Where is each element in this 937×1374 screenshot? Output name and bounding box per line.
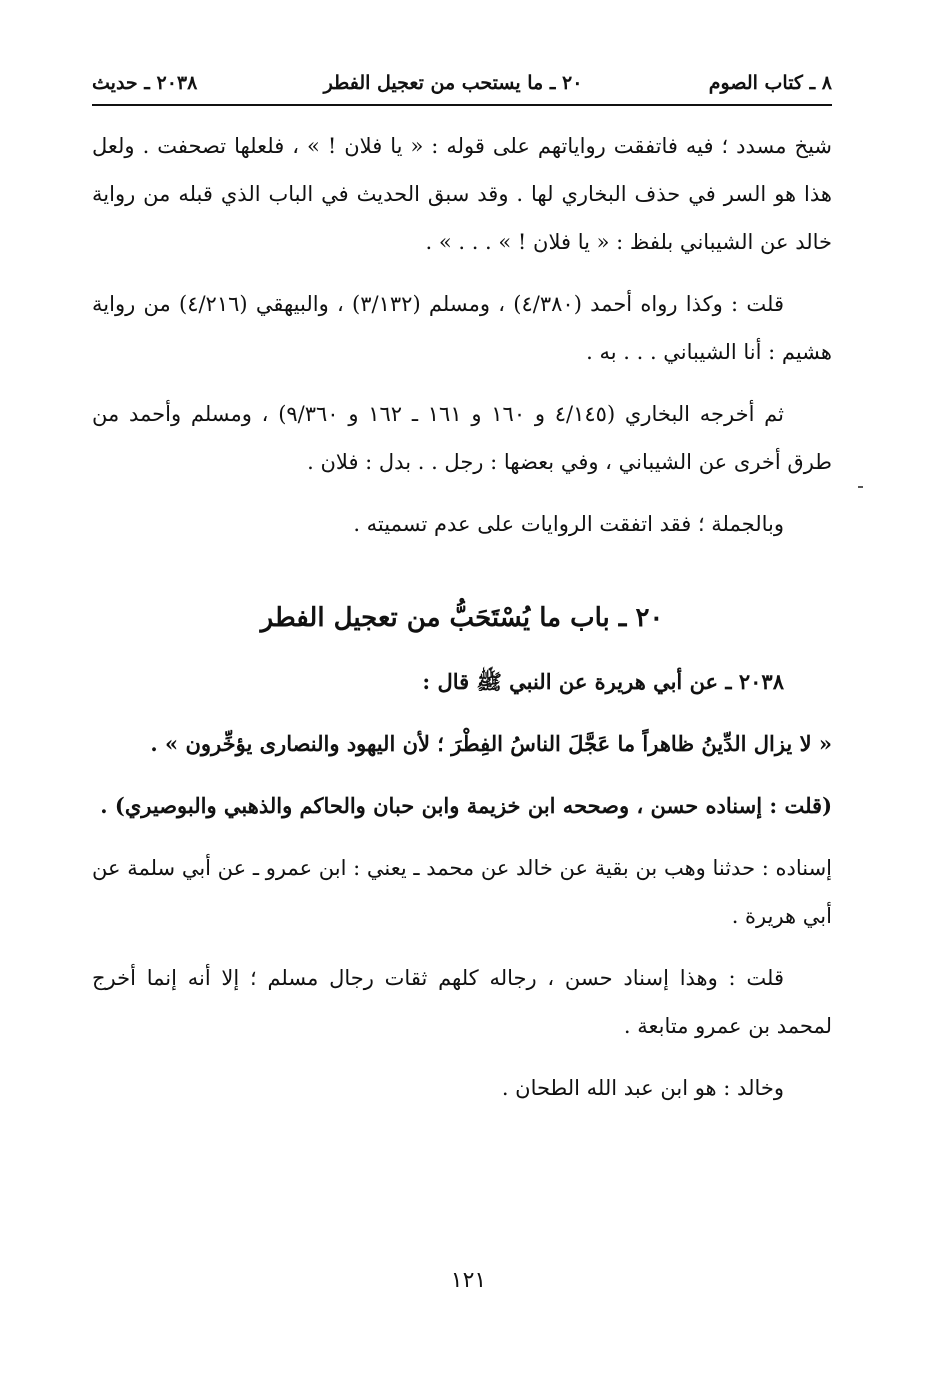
section-heading: ٢٠ ـ باب ما يُسْتَحَبُّ من تعجيل الفطر	[260, 603, 664, 633]
paragraph-commentary-1: شيخ مسدد ؛ فيه فاتفقت رواياتهم على قوله : « يا فلان ! » ، فلعلها تصحفت . ولعل هذا هو السر في حذف البخاري لها . وقد سبق الحديث في الباب الذي قبله من رواية خالد عن الشيباني بلفظ : « يا فلان ! » . . . » .	[92, 134, 832, 254]
paragraph-commentary-3: ثم أخرجه البخاري (٤/١٤٥ و ١٦٠ و ١٦١ ـ ١٦٢ و ٩/٣٦٠) ، ومسلم وأحمد من طرق أخرى عن الشيباني ، وفي بعضها : رجل . . بدل : فلان .	[92, 402, 832, 474]
hadith-grading: (قلت : إسناده حسن ، وصححه ابن خزيمة وابن حبان والحاكم والذهبي والبوصيري) .	[100, 793, 832, 818]
margin-mark	[858, 486, 863, 488]
header-hadith-number: ٢٠٣٨ ـ حديث	[92, 72, 198, 94]
paragraph-commentary-4: وبالجملة ؛ فقد اتفقت الروايات على عدم تسميته .	[353, 512, 784, 536]
header-chapter: ٨ ـ كتاب الصوم	[708, 72, 832, 94]
page-number: ١٢١	[450, 1268, 487, 1293]
paragraph-commentary-2: قلت : وكذا رواه أحمد (٤/٣٨٠) ، ومسلم (٣/١٣٢) ، والبيهقي (٤/٢١٦) من رواية هشيم : أنا الشيباني . . . به .	[92, 292, 832, 364]
hadith-text: « لا يزال الدِّينُ ظاهراً ما عَجَّلَ الناسُ الفِطْرَ ؛ لأن اليهود والنصارى يؤخِّرون » .	[150, 731, 832, 756]
hadith-isnad: إسناده : حدثنا وهب بن بقية عن خالد عن محمد ـ يعني : ابن عمرو ـ عن أبي سلمة عن أبي هريرة .	[92, 856, 832, 928]
page-body	[92, 122, 832, 1126]
hadith-note-2: وخالد : هو ابن عبد الله الطحان .	[501, 1076, 784, 1100]
hadith-intro: ٢٠٣٨ ـ عن أبي هريرة عن النبي ﷺ قال :	[422, 669, 784, 694]
running-header	[92, 66, 832, 100]
header-section: ٢٠ ـ ما يستحب من تعجيل الفطر	[323, 72, 583, 94]
header-rule	[92, 104, 832, 106]
hadith-note-1: قلت : وهذا إسناد حسن ، رجاله كلهم ثقات رجال مسلم ؛ إلا أنه إنما أخرج لمحمد بن عمرو متابعة .	[92, 966, 832, 1038]
